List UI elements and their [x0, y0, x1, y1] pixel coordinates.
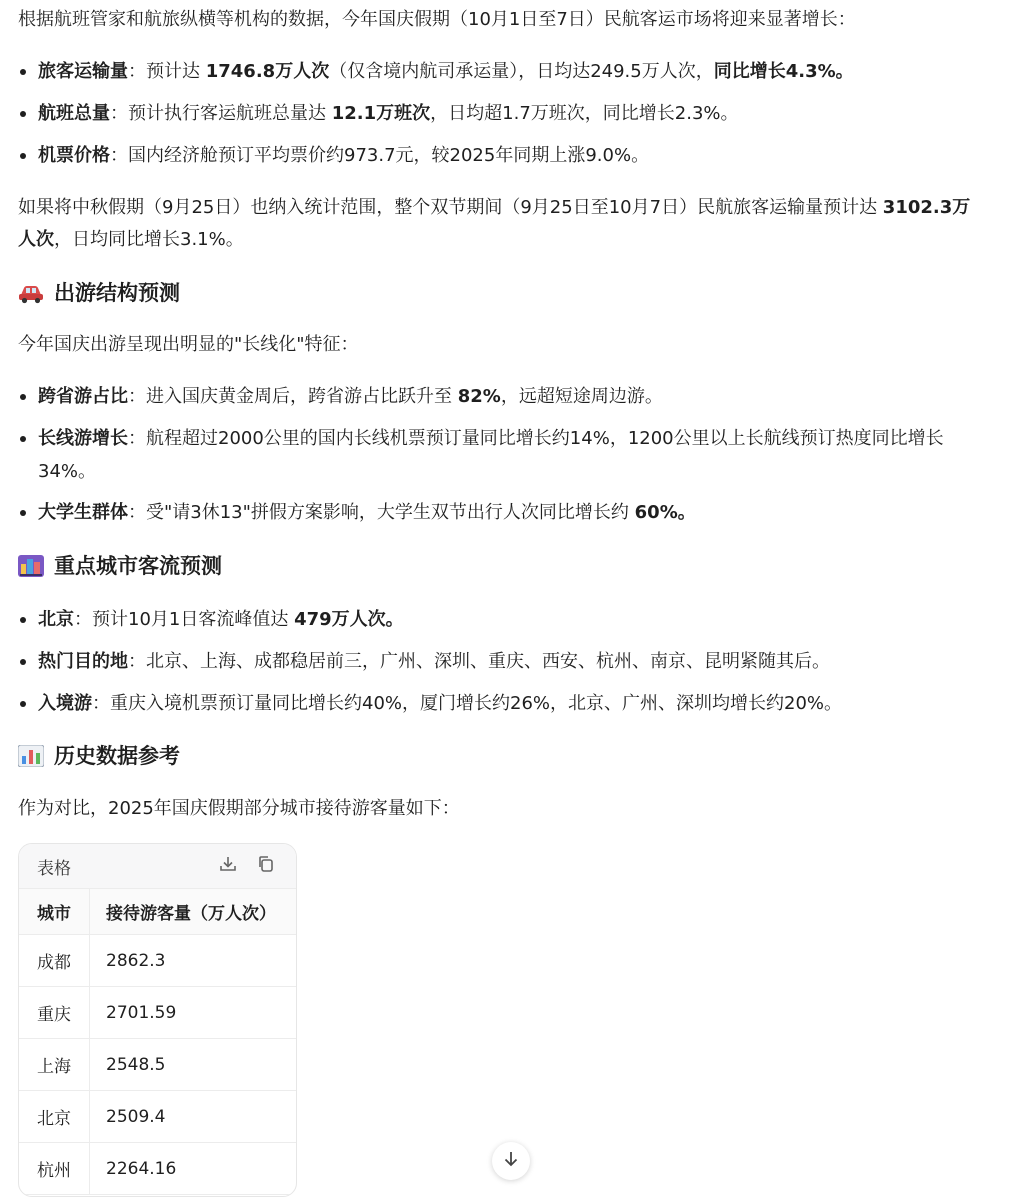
section-title: 历史数据参考	[54, 744, 180, 768]
item-label: 航班总量	[38, 103, 110, 124]
section-heading-history	[18, 741, 180, 771]
city-visitors-table	[19, 889, 296, 1195]
table-actions	[218, 854, 276, 879]
item-text: ：重庆入境机票预订量同比增长约40%，厦门增长约26%，北京、广州、深圳均增长约20%。	[92, 693, 843, 714]
section-title: 重点城市客流预测	[54, 554, 222, 578]
paragraph-text: ，日均同比增长3.1%。	[54, 229, 244, 250]
list-item	[18, 97, 993, 130]
city-skyline-icon	[18, 555, 44, 577]
item-text: ：预计10月1日客流峰值达	[74, 609, 295, 630]
city-list	[18, 603, 993, 720]
list-item	[18, 380, 993, 413]
paragraph-bold: 3102.3万人次	[18, 197, 971, 250]
item-text: ：进入国庆黄金周后，跨省游占比跃升至	[128, 386, 458, 407]
table-header-row	[19, 889, 296, 935]
cell-visitors: 2862.3	[90, 935, 297, 987]
table-row	[19, 935, 296, 987]
scroll-to-bottom-button[interactable]	[492, 1142, 530, 1180]
travel-list	[18, 380, 993, 529]
list-item	[18, 496, 993, 529]
item-label: 旅客运输量	[38, 61, 128, 82]
section-title: 出游结构预测	[54, 281, 180, 305]
travel-intro: 今年国庆出游呈现出明显的"长线化"特征：	[18, 334, 359, 355]
list-item	[18, 687, 993, 720]
car-icon	[18, 282, 44, 304]
item-text: ：预计执行客运航班总量达	[110, 103, 332, 124]
list-item	[18, 422, 993, 488]
item-label: 北京	[38, 609, 74, 630]
item-bold: 60%。	[634, 502, 696, 523]
copy-icon[interactable]	[256, 854, 276, 879]
table-row	[19, 1143, 296, 1195]
item-label: 大学生群体	[38, 502, 128, 523]
midautumn-paragraph	[18, 192, 978, 256]
cell-city: 上海	[19, 1039, 90, 1091]
item-text: ：预计达	[128, 61, 206, 82]
item-bold: 12.1万班次	[331, 103, 431, 124]
table-row	[19, 987, 296, 1039]
item-bold: 82%	[457, 386, 501, 407]
item-label: 长线游增长	[38, 428, 128, 449]
list-item	[18, 603, 993, 636]
data-table-card	[18, 843, 297, 1197]
cell-city: 杭州	[19, 1143, 90, 1195]
item-text: ：国内经济舱预订平均票价约973.7元，较2025年同期上涨9.0%。	[110, 145, 650, 166]
download-icon[interactable]	[218, 854, 238, 879]
item-bold: 1746.8万人次	[205, 61, 330, 82]
arrow-down-icon	[502, 1150, 520, 1173]
cell-visitors: 2264.16	[90, 1143, 297, 1195]
item-text: （仅含境内航司承运量），日均达249.5万人次，	[329, 61, 714, 82]
item-text: ：北京、上海、成都稳居前三，广州、深圳、重庆、西安、杭州、南京、昆明紧随其后。	[128, 651, 830, 672]
item-label: 机票价格	[38, 145, 110, 166]
stats-list	[18, 55, 993, 172]
column-header-city: 城市	[19, 889, 90, 935]
item-bold: 479万人次。	[294, 609, 404, 630]
history-intro: 作为对比，2025年国庆假期部分城市接待游客量如下：	[18, 798, 460, 819]
table-caption: 表格	[37, 858, 71, 879]
item-label: 跨省游占比	[38, 386, 128, 407]
cell-city: 重庆	[19, 987, 90, 1039]
item-label: 入境游	[38, 693, 92, 714]
intro-paragraph: 根据航班管家和航旅纵横等机构的数据，今年国庆假期（10月1日至7日）民航客运市场将迎来显著增长：	[18, 9, 856, 30]
item-label: 热门目的地	[38, 651, 128, 672]
item-text: ，远超短途周边游。	[500, 386, 663, 407]
item-text: ：航程超过2000公里的国内长线机票预订量同比增长约14%，1200公里以上长航线预订热度同比增长34%。	[38, 428, 944, 482]
table-row	[19, 1039, 296, 1091]
item-text: ：受"请3休13"拼假方案影响，大学生双节出行人次同比增长约	[128, 502, 635, 523]
paragraph-text: 如果将中秋假期（9月25日）也纳入统计范围，整个双节期间（9月25日至10月7日）民航旅客运输量预计达	[18, 197, 883, 218]
item-text: ，日均超1.7万班次，同比增长2.3%。	[430, 103, 739, 124]
section-heading-city	[18, 551, 222, 581]
bar-chart-icon	[18, 745, 44, 767]
list-item	[18, 645, 993, 678]
cell-visitors: 2509.4	[90, 1091, 297, 1143]
item-bold: 同比增长4.3%。	[713, 61, 854, 82]
cell-city: 北京	[19, 1091, 90, 1143]
section-heading-travel	[18, 278, 180, 308]
table-header-bar	[19, 844, 296, 889]
table-row	[19, 1091, 296, 1143]
cell-visitors: 2701.59	[90, 987, 297, 1039]
cell-city: 成都	[19, 935, 90, 987]
list-item	[18, 139, 993, 172]
column-header-visitors: 接待游客量（万人次）	[90, 889, 297, 935]
cell-visitors: 2548.5	[90, 1039, 297, 1091]
list-item	[18, 55, 993, 88]
